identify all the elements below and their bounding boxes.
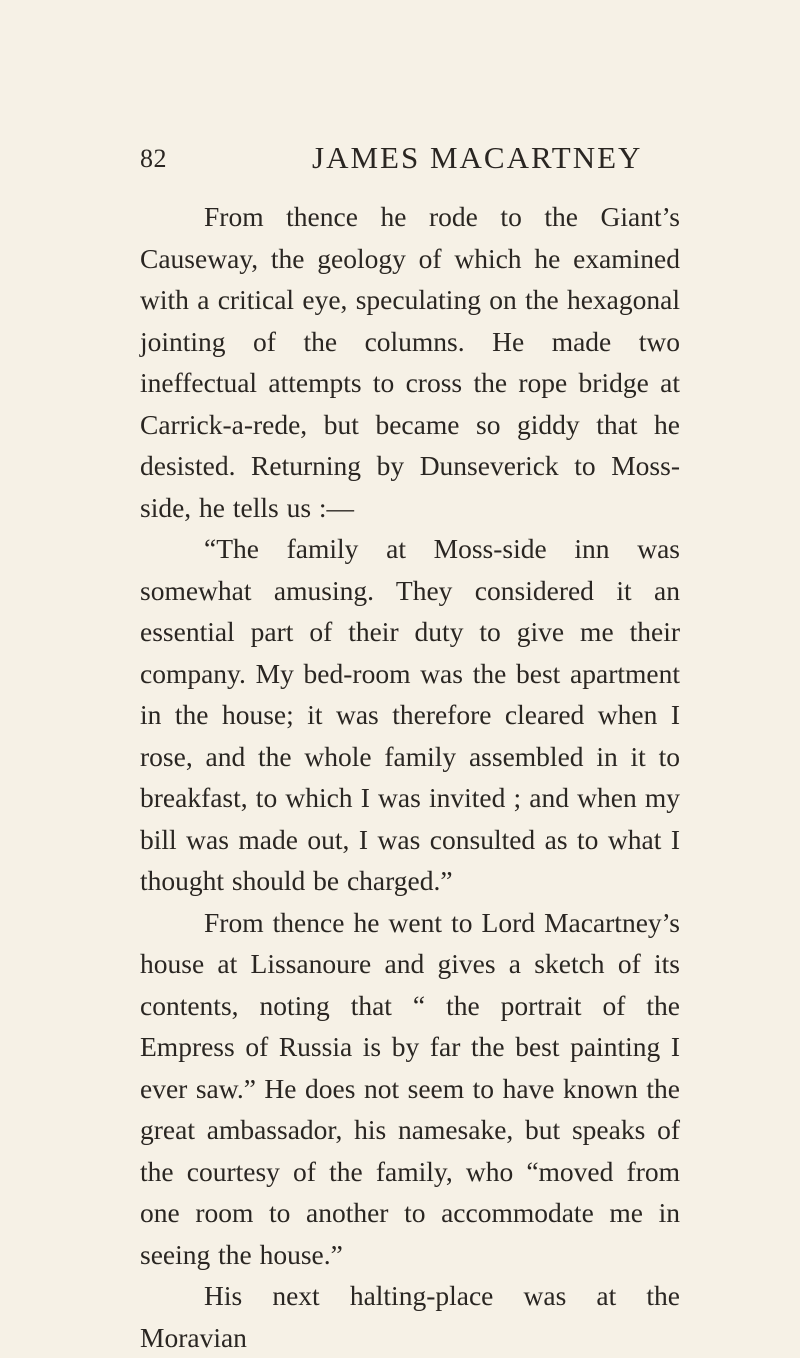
page-number: 82 xyxy=(140,144,167,173)
paragraph-1: From thence he rode to the Giant’s Causeway, the geology of which he examined with a critical eye, speculating on the hexagonal jointing of the columns. He made two ineffectual attempts to cross the rope bridge at Carrick-a-rede, but became so giddy that he desisted. Returning by Dunseverick to Moss-side, he tells us :— xyxy=(140,201,680,523)
page-header xyxy=(140,140,660,180)
paragraph-4: His next halting-place was at the Moravian xyxy=(140,1280,680,1353)
body-text xyxy=(140,196,680,1358)
paragraph-2: “The family at Moss-side inn was somewhat amusing. They considered it an essential part of their duty to give me their company. My bed-room was the best apartment in the house; it was therefore cleared when I rose, and the whole family assembled in it to breakfast, to which I was invited ; and when my bill was made out, I was consulted as to what I thought should be charged.” xyxy=(140,533,680,896)
paragraph-3: From thence he went to Lord Macartney’s house at Lissanoure and gives a sketch of its contents, noting that “ the portrait of the Empress of Russia is by far the best painting I ever saw.” He does not seem to have known the great ambassador, his namesake, but speaks of the courtesy of the family, who “moved from one room to another to accommodate me in seeing the house.” xyxy=(140,906,680,1270)
running-head: JAMES MACARTNEY xyxy=(312,140,643,175)
